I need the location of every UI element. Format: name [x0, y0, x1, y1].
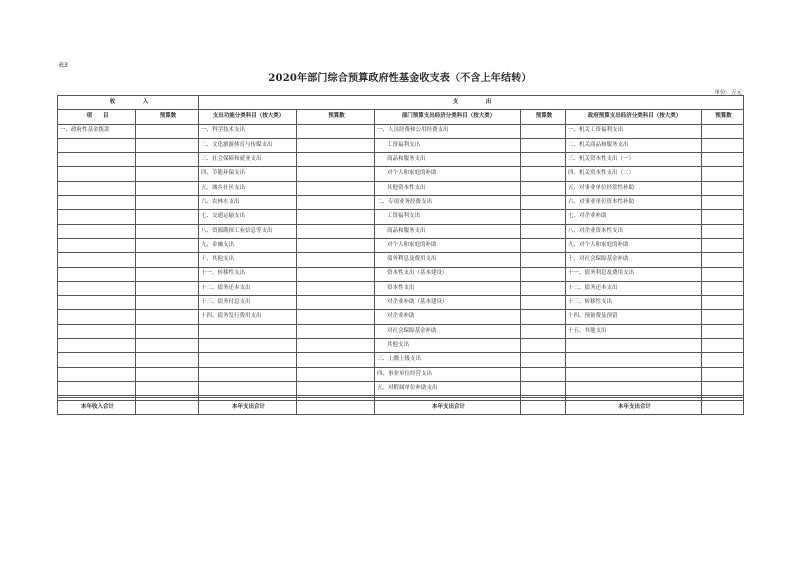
table-cell: 七、对企业补助: [566, 210, 702, 224]
table-cell: [297, 339, 375, 353]
table-cell: [521, 367, 566, 381]
table-cell: [297, 367, 375, 381]
table-cell: [136, 224, 199, 238]
table-cell: 十二、债务还本支出: [566, 281, 702, 295]
table-cell: [58, 339, 136, 353]
table-cell: [702, 310, 744, 324]
table-cell: [199, 324, 297, 338]
table-cell: 十、对社会保障基金补助: [566, 253, 702, 267]
table-cell: [521, 124, 566, 138]
table-cell: [521, 324, 566, 338]
table-cell: 四、事业单位经营支出: [375, 367, 521, 381]
table-cell: [521, 296, 566, 310]
table-cell: [136, 210, 199, 224]
table-cell: 七、交通运输支出: [199, 210, 297, 224]
table-cell: [58, 381, 136, 395]
table-cell: 十一、转移性支出: [199, 267, 297, 281]
table-cell: [702, 296, 744, 310]
table-cell: [566, 367, 702, 381]
table-row: [58, 153, 744, 167]
table-cell: [297, 238, 375, 252]
table-cell: 工资福利支出: [375, 210, 521, 224]
table-cell: 五、对附属单位补助支出: [375, 381, 521, 395]
table-cell: [521, 281, 566, 295]
expense-section-header: 支 出: [199, 96, 744, 110]
table-cell: [702, 253, 744, 267]
table-row: [58, 310, 744, 324]
table-row: [58, 281, 744, 295]
table-cell: [58, 238, 136, 252]
total-cell: 本年支出合计: [566, 400, 702, 414]
table-cell: 九、对个人和家庭的补助: [566, 238, 702, 252]
table-cell: [58, 196, 136, 210]
table-cell: 八、对企业资本性支出: [566, 224, 702, 238]
table-cell: 一、科学技术支出: [199, 124, 297, 138]
table-cell: 其他支出: [375, 339, 521, 353]
table-row: [58, 339, 744, 353]
table-cell: [58, 210, 136, 224]
table-cell: 四、节能环保支出: [199, 167, 297, 181]
table-cell: [58, 267, 136, 281]
table-cell: [521, 210, 566, 224]
table-cell: 九、金融支出: [199, 238, 297, 252]
table-cell: [136, 281, 199, 295]
total-cell: 本年支出合计: [375, 400, 521, 414]
column-header: 预算数: [521, 110, 566, 124]
table-cell: 一、机关工资福利支出: [566, 124, 702, 138]
table-cell: [136, 367, 199, 381]
table-row: [58, 138, 744, 152]
table-row: [58, 224, 744, 238]
table-cell: 五、城乡社区支出: [199, 181, 297, 195]
table-cell: 对企业补助（基本建设）: [375, 296, 521, 310]
table-cell: [58, 324, 136, 338]
table-cell: [702, 324, 744, 338]
table-cell: [566, 353, 702, 367]
table-cell: [521, 196, 566, 210]
column-header: 预算数: [702, 110, 744, 124]
table-cell: [297, 296, 375, 310]
table-cell: [136, 238, 199, 252]
table-cell: 工资福利支出: [375, 138, 521, 152]
table-cell: [136, 153, 199, 167]
table-cell: [199, 353, 297, 367]
table-cell: 十三、转移性支出: [566, 296, 702, 310]
table-cell: 资本性支出: [375, 281, 521, 295]
table-cell: [297, 224, 375, 238]
table-row: [58, 238, 744, 252]
table-cell: [136, 310, 199, 324]
table-cell: 五、对事业单位经常性补助: [566, 181, 702, 195]
table-cell: [702, 224, 744, 238]
table-cell: 对个人和家庭的补助: [375, 167, 521, 181]
table-cell: [199, 339, 297, 353]
table-cell: [136, 138, 199, 152]
table-cell: [58, 138, 136, 152]
table-row: [58, 267, 744, 281]
table-row: [58, 296, 744, 310]
table-cell: [136, 267, 199, 281]
total-cell: [521, 400, 566, 414]
table-row: [58, 181, 744, 195]
table-cell: [702, 381, 744, 395]
table-cell: 债务利息及费用支出: [375, 253, 521, 267]
column-header: 预算数: [136, 110, 199, 124]
budget-table: [57, 95, 744, 415]
table-cell: [521, 238, 566, 252]
table-cell: 六、对事业单位资本性补助: [566, 196, 702, 210]
table-cell: [136, 196, 199, 210]
column-header: 预算数: [297, 110, 375, 124]
table-cell: [521, 138, 566, 152]
table-cell: [521, 181, 566, 195]
table-cell: [136, 296, 199, 310]
table-cell: [297, 353, 375, 367]
table-cell: [702, 196, 744, 210]
table-cell: [136, 353, 199, 367]
table-cell: [702, 281, 744, 295]
page-title: 2020年部门综合预算政府性基金收支表（不含上年结转）: [268, 73, 532, 84]
table-cell: [297, 324, 375, 338]
table-cell: 十五、其他支出: [566, 324, 702, 338]
total-cell: [297, 400, 375, 414]
table-cell: [297, 167, 375, 181]
table-cell: [297, 124, 375, 138]
table-cell: [58, 181, 136, 195]
table-cell: [297, 196, 375, 210]
table-cell: [521, 381, 566, 395]
table-cell: [702, 181, 744, 195]
table-cell: [521, 310, 566, 324]
totals-row: [58, 400, 744, 414]
table-cell: [199, 381, 297, 395]
table-cell: [702, 353, 744, 367]
table-cell: 其他资本性支出: [375, 181, 521, 195]
table-cell: [702, 339, 744, 353]
table-cell: [58, 367, 136, 381]
table-cell: 商品和服务支出: [375, 224, 521, 238]
table-cell: 资本性支出（基本建设）: [375, 267, 521, 281]
unit-label: 单位：万元: [714, 90, 742, 96]
table-cell: 十、其他支出: [199, 253, 297, 267]
table-cell: [702, 238, 744, 252]
table-row: [58, 367, 744, 381]
table-cell: 四、机关资本性支出（二）: [566, 167, 702, 181]
table-cell: [521, 267, 566, 281]
table-cell: 二、机关商品和服务支出: [566, 138, 702, 152]
table-cell: 对个人和家庭的补助: [375, 238, 521, 252]
table-row: [58, 210, 744, 224]
table-cell: 十三、债务付息支出: [199, 296, 297, 310]
table-cell: 三、上缴上级支出: [375, 353, 521, 367]
table-row: [58, 353, 744, 367]
table-cell: [58, 167, 136, 181]
table-cell: 对企业补助: [375, 310, 521, 324]
column-header: 支出功能分类科目（按大类）: [199, 110, 297, 124]
table-cell: [521, 253, 566, 267]
table-cell: 八、资源勘探工业信息等支出: [199, 224, 297, 238]
table-cell: [521, 153, 566, 167]
table-cell: [297, 281, 375, 295]
table-cell: 十二、债务还本支出: [199, 281, 297, 295]
table-row: [58, 124, 744, 138]
table-cell: [58, 153, 136, 167]
table-cell: [702, 367, 744, 381]
total-cell: [702, 400, 744, 414]
table-cell: [702, 138, 744, 152]
table-row: [58, 253, 744, 267]
table-cell: [297, 181, 375, 195]
table-cell: 十一、债务利息及费用支出: [566, 267, 702, 281]
table-cell: [702, 124, 744, 138]
table-cell: [566, 381, 702, 395]
table-cell: [297, 153, 375, 167]
table-cell: [566, 339, 702, 353]
table-cell: [521, 224, 566, 238]
table-cell: [297, 253, 375, 267]
table-cell: [297, 267, 375, 281]
table-cell: [521, 353, 566, 367]
table-row: [58, 324, 744, 338]
table-cell: [521, 167, 566, 181]
table-row: [58, 167, 744, 181]
table-cell: [297, 310, 375, 324]
table-cell: 十四、债务发行费用支出: [199, 310, 297, 324]
table-cell: [702, 210, 744, 224]
table-cell: [702, 153, 744, 167]
table-cell: [702, 267, 744, 281]
income-section-header: 收 入: [58, 96, 199, 110]
table-cell: [297, 138, 375, 152]
table-cell: 对社会保障基金补助: [375, 324, 521, 338]
table-cell: [136, 124, 199, 138]
table-cell: [58, 253, 136, 267]
table-cell: 二、文化旅游体育与传媒支出: [199, 138, 297, 152]
table-cell: [136, 339, 199, 353]
table-cell: 三、机关资本性支出（一）: [566, 153, 702, 167]
table-cell: [297, 210, 375, 224]
table-cell: [58, 353, 136, 367]
column-header-row: [58, 110, 744, 124]
table-cell: [136, 324, 199, 338]
table-cell: 十四、预备费及预留: [566, 310, 702, 324]
table-cell: [297, 381, 375, 395]
table-cell: [199, 367, 297, 381]
table-cell: [58, 281, 136, 295]
table-cell: [702, 167, 744, 181]
table-number: 表3: [58, 62, 68, 69]
table-cell: [136, 167, 199, 181]
table-cell: 一、人员经费和公用经费支出: [375, 124, 521, 138]
table-cell: [58, 310, 136, 324]
column-header: 部门预算支出经济分类科目（按大类）: [375, 110, 521, 124]
table-cell: [136, 181, 199, 195]
total-cell: 本年收入合计: [58, 400, 136, 414]
table-cell: [136, 381, 199, 395]
table-cell: [136, 253, 199, 267]
total-cell: 本年支出合计: [199, 400, 297, 414]
table-cell: 三、社会保障和就业支出: [199, 153, 297, 167]
column-header: 政府预算支出经济分类科目（按大类）: [566, 110, 702, 124]
table-cell: [521, 339, 566, 353]
table-cell: 一、政府性基金拨款: [58, 124, 136, 138]
section-header-row: [58, 96, 744, 110]
table-row: [58, 196, 744, 210]
total-cell: [136, 400, 199, 414]
table-cell: 六、农林水支出: [199, 196, 297, 210]
table-cell: [58, 224, 136, 238]
table-row: [58, 381, 744, 395]
column-header: 项 目: [58, 110, 136, 124]
table-cell: [58, 296, 136, 310]
table-cell: 二、专项业务经费支出: [375, 196, 521, 210]
table-cell: 商品和服务支出: [375, 153, 521, 167]
